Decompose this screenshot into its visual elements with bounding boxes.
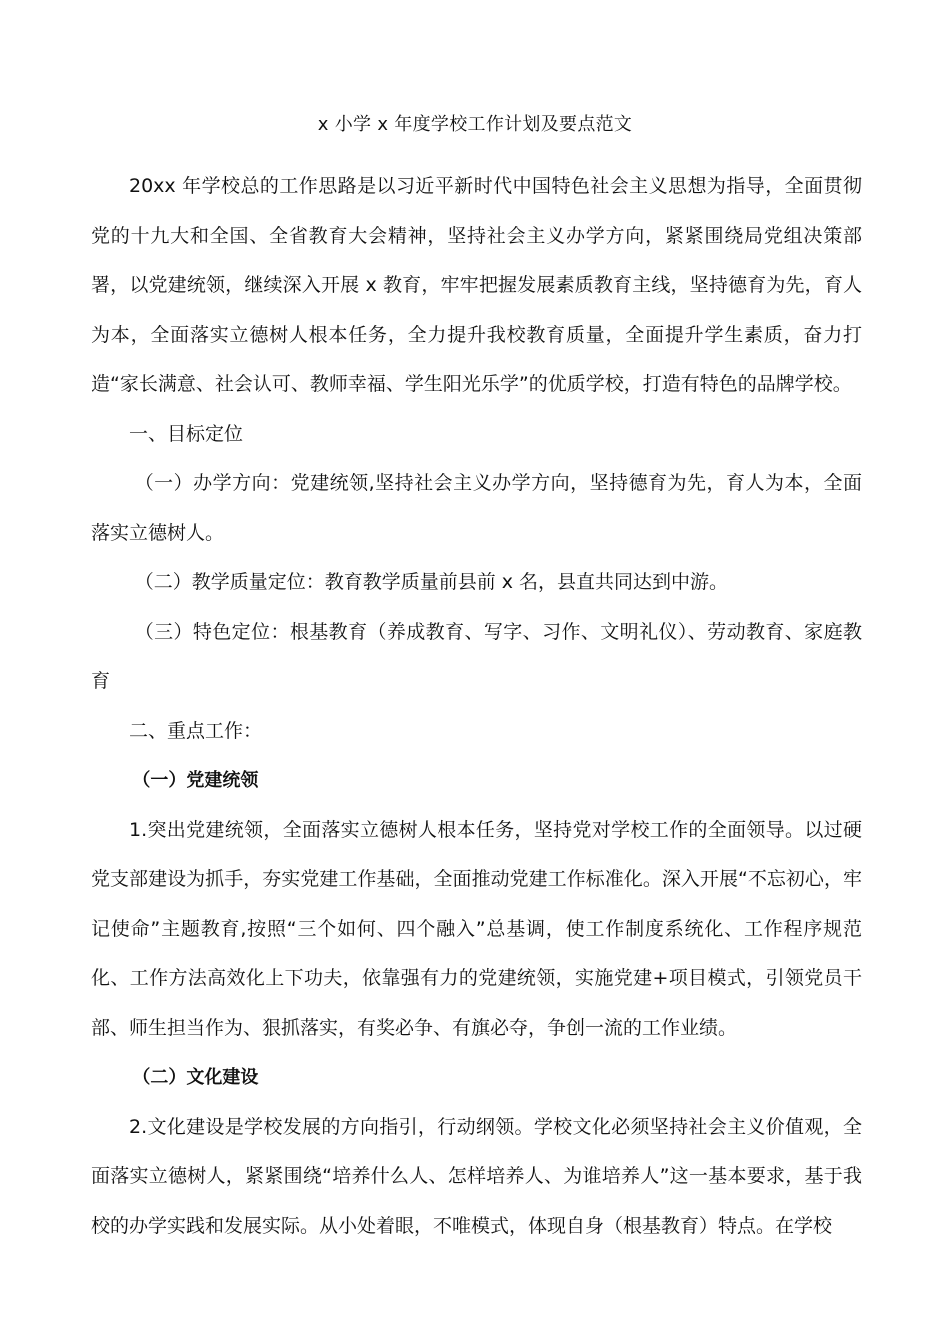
section-heading-goals: 一、目标定位 (129, 422, 244, 445)
paragraph-culture: 2.文化建设是学校发展的方向指引，行动纲领。学校文化必须坚持社会主义价值观，全面落实立德树人，紧紧围绕“培养什么人、怎样培养人、为谁培养人”这一基本要求，基于我校的办学实践和发展实际。从小处着眼，不唯模式，体现自身（根基教育）特点。在学校 (91, 1115, 862, 1237)
intro-paragraph: 20xx 年学校总的工作思路是以习近平新时代中国特色社会主义思想为指导，全面贯彻党的十九大和全国、全省教育大会精神，坚持社会主义办学方向，紧紧围绕局党组决策部署，以党建统领，继续深入开展 x 教育，牢牢把握发展素质教育主线，坚持德育为先，育人为本，全面落实立德树人根本任务，全力提升我校教育质量，全面提升学生素质，奋力打造“家长满意、社会认可、教师幸福、学生阳光乐学”的优质学校，打造有特色的品牌学校。 (91, 175, 862, 395)
document-body (91, 162, 862, 1251)
subheading-party-building: （一）党建统领 (132, 770, 259, 791)
paragraph-party-building: 1.突出党建统领，全面落实立德树人根本任务，坚持党对学校工作的全面领导。以过硬党支部建设为抓手，夯实党建工作基础，全面推动党建工作标准化。深入开展“不忘初心，牢记使命”主题教育,按照“三个如何、四个融入”总基调，使工作制度系统化、工作程序规范化、工作方法高效化上下功夫，依靠强有力的党建统领，实施党建+项目模式，引领党员干部、师生担当作为、狠抓落实，有奖必争、有旗必夺，争创一流的工作业绩。 (91, 818, 862, 1039)
goal-item-2: （二）教学质量定位：教育教学质量前县前 x 名，县直共同达到中游。 (134, 571, 729, 593)
section-heading-key-work: 二、重点工作： (129, 719, 263, 742)
goal-item-1: （一）办学方向：党建统领,坚持社会主义办学方向，坚持德育为先，育人为本，全面落实立德树人。 (91, 472, 862, 544)
subheading-culture: （二）文化建设 (132, 1067, 259, 1088)
goal-item-3: （三）特色定位：根基教育（养成教育、写字、习作、文明礼仪）、劳动教育、家庭教育 (91, 620, 862, 692)
document-title: x 小学 x 年度学校工作计划及要点范文 (317, 114, 633, 135)
